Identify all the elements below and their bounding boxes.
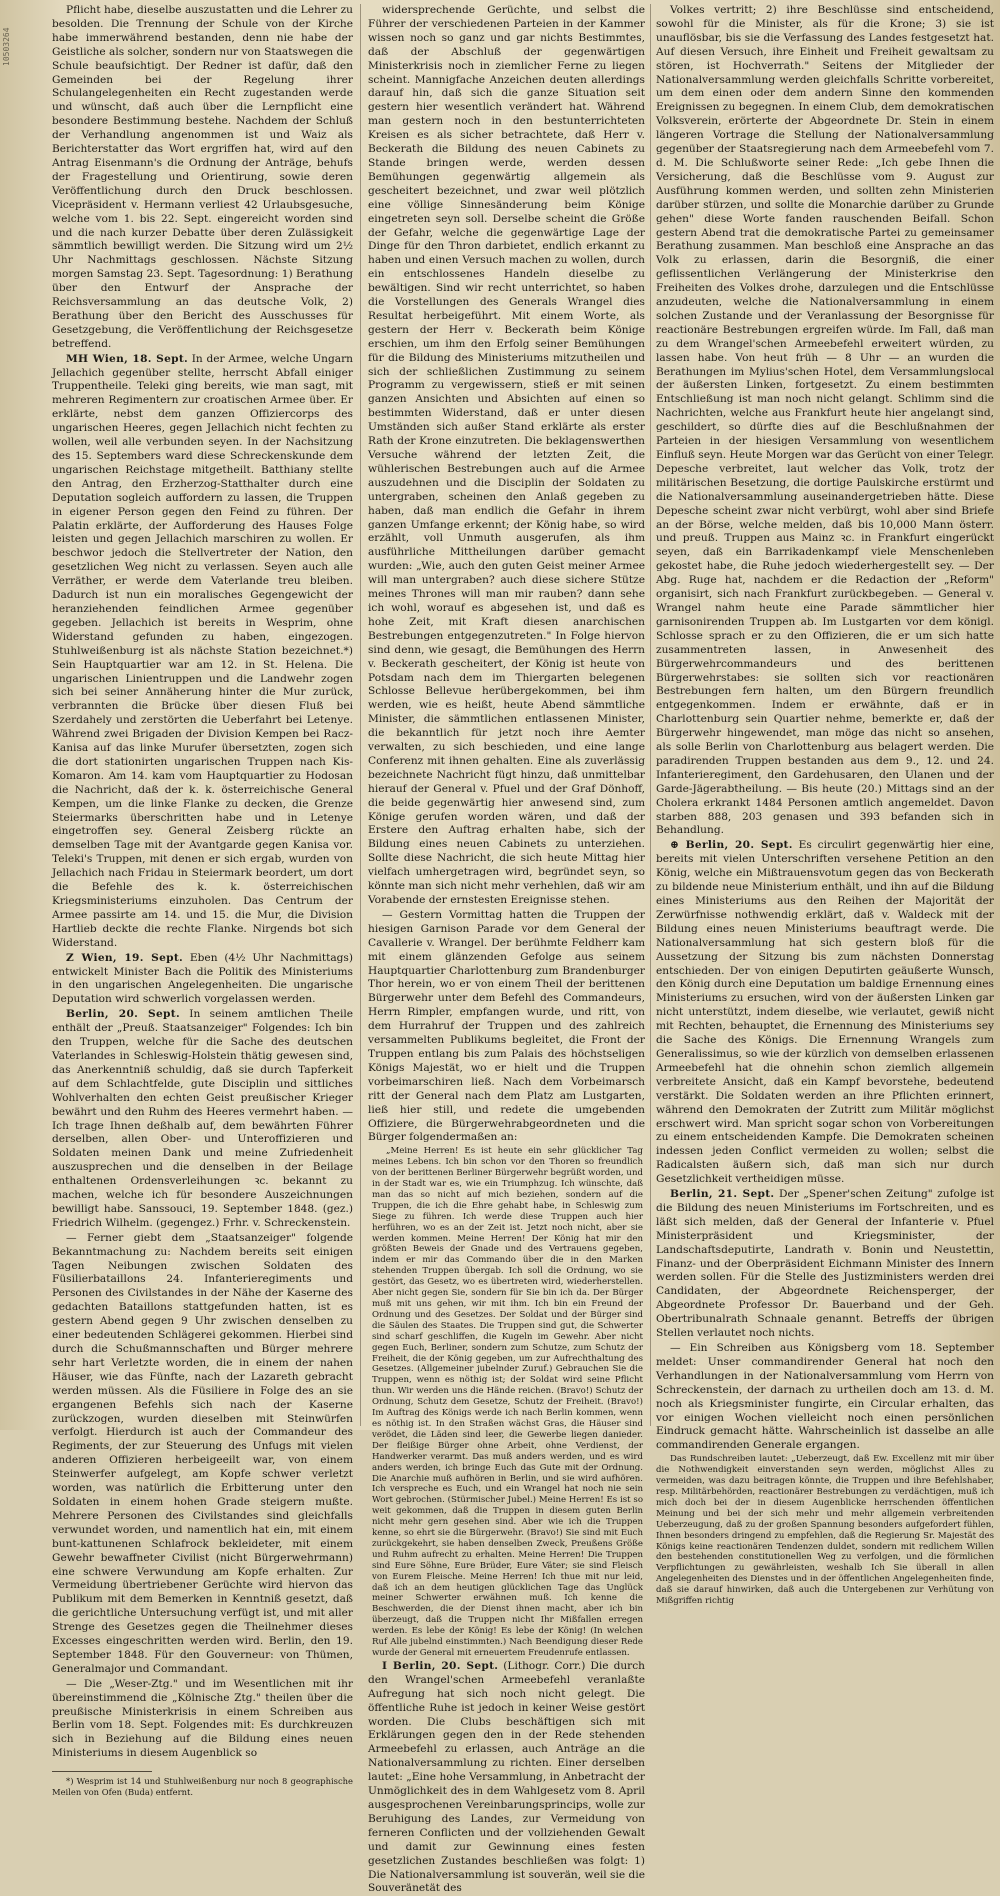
article-paragraph xyxy=(656,839,994,1187)
dateline: ⊕ Berlin, 20. Sept. xyxy=(670,839,793,852)
dateline: MH Wien, 18. Sept. xyxy=(66,352,188,365)
dateline: Berlin, 20. Sept. xyxy=(66,1008,180,1021)
dateline: Z Wien, 19. Sept. xyxy=(66,951,184,964)
article-paragraph xyxy=(52,1008,353,1231)
article-paragraph xyxy=(52,952,353,1008)
footnote: *) Wesprim ist 14 und Stuhlweißenburg nur noch 8 geographische Meilen von Ofen (Buda) entfernt. xyxy=(52,1776,353,1798)
footnote-rule xyxy=(52,1771,152,1772)
archive-id: 10503264 xyxy=(2,27,11,66)
article-paragraph xyxy=(656,1188,994,1341)
dateline: I Berlin, 20. Sept. xyxy=(382,1659,499,1672)
circular-text: Das Rundschreiben lautet: „Ueberzeugt, daß Ew. Excellenz mit mir über die Nothwendigkeit einverstanden seyn werden, möglichst Alles zu vermeiden, was dazu beitragen könnte, die Truppen und ihre Befehlshaber, resp. Militärbehörden, reactionärer Bestrebungen zu verdächtigen, muß ich mich doch bei der in diesem Augenblicke herrschenden öffentlichen Meinung und bei der sich mehr und mehr allgemein verbreitenden Ueberzeugung, daß zu der großen Spannung besonders aufgefordert fühlen, Ihnen besonders dringend zu empfehlen, daß die Regierung Sr. Majestät des Königs keine reactionären Tendenzen duldet, sondern mit redlichem Willen den bestehenden constitutionellen Weg zu verfolgen, und die förmlichen Verpflichtungen zu gewährleisten, weshalb Ich Sie überall in allen Angelegenheiten des Dienstes und in der öffentlichen Angelegenheiten finde, daß sie darauf hinwirken, daß auch die Untergebenen zur Verhütung von Mißgriffen richtig xyxy=(656,1454,994,1607)
article-text: Eben (4½ Uhr Nachmittags) entwickelt Minister Bach die Politik des Ministeriums in den ungarischen Angelegenheiten. Die ungarische Deputation wird schwerlich vorgelassen werden. xyxy=(52,951,353,1006)
article-paragraph: — Ein Schreiben aus Königsberg vom 18. September meldet: Unser commandirender General hat noch den Verhandlungen in der Nationalversammlung vom Herrn von Schreckenstein, der darnach zu urtheilen doch am 13. d. M. noch als Kriegsminister fungirte, ein Circular erhalten, das vor einigen Wochen vielleicht noch einen persönlichen Eindruck gemacht hätte. Wahrscheinlich ist dasselbe an alle commandirenden Generale ergangen. xyxy=(656,1342,994,1452)
dateline: Berlin, 21. Sept. xyxy=(670,1188,775,1201)
article-paragraph: — Ferner giebt dem „Staatsanzeiger" folgende Bekanntmachung zu: Nachdem bereits seit einigen Tagen Neibungen zwischen Soldaten des Füsilierbataillons 24. Infanterieregiments und Personen des Civilstandes in der Nähe der Kaserne des gedachten Bataillons stattgefunden hatten, ist es gestern Abend gegen 9 Uhr zwischen denselben zu einer bedeutenden Schlägerei gekommen. Hierbei sind durch die Schußmannschaften und Bürger mehrere sehr hart Verletzte worden, die in einem der nahen Häuser, wie das Fünfte, nach der Lazareth gebracht werden müssen. Als die Füsiliere in Folge des an sie ergangenen Befehls sich nach der Kaserne zurückzogen, wurden dieselben mit Steinwürfen verfolgt. Hierdurch ist auch der Commandeur des Regiments, der zur Steuerung des Unfugs mit vielen anderen Offizieren herbeigeeilt war, von einem Steinwerfer aufgelegt, am Kopfe schwer verletzt worden, was natürlich die Erbitterung unter den Soldaten in einem hohen Grade steigern mußte. Mehrere Personen des Civilstandes sind gleichfalls verwundet worden, und namentlich hat ein, mit einem bunt-kattunenen Schlafrock bekleideter, mit einem Gewehr bewaffneter Civilist (nicht Bürgerwehrmann) eine schwere Verwundung am Kopfe erhalten. Zur Vermeidung übertriebener Gerüchte wird hiervon das Publikum mit dem Bemerken in Kenntniß gesetzt, daß die gerichtliche Untersuchung verfügt ist, und mit aller Strenge des Gesetzes gegen die Theilnehmer dieses Excesses eingeschritten werden wird. Berlin, den 19. September 1848. Für den Gouverneur: von Thümen, Generalmajor und Commandant. xyxy=(52,1231,353,1675)
column-divider-1 xyxy=(360,4,361,1426)
column-2 xyxy=(368,4,645,1895)
speech-quote: „Meine Herren! Es ist heute ein sehr glücklicher Tag meines Lebens. Ich bin schon vor den Thoren so freundlich von der berittenen Berliner Bürgerwehr begrüßt worden, und in der Stadt war es, wie ein Triumphzug. Ich wünschte, daß man das so nicht auf mich beziehen, sondern auf die Truppen, die ich die Ehre gehabt habe, in Schleswig zum Siege zu führen. Ich werde diese Truppen auch hier herführen, wo es an der Zeit ist. Jetzt noch nicht, aber sie werden kommen. Meine Herren! Der König hat mir den größten Beweis der Gnade und des Vertrauens gegeben, indem er mir das Commando über die in den Marken stehenden Truppen übergab. Ich soll die Ordnung, wo sie gestört, das Gesetz, wo es übertreten wird, wiederherstellen. Aber nicht gegen Sie, sondern für Sie bin ich da. Der Bürger muß mit uns gehen, wir mit ihm. Ich bin ein Freund der Ordnung und des Gesetzes. Der Soldat und der Bürger sind die Säulen des Staates. Die Truppen sind gut, die Schwerter sind scharf geschliffen, die Kugeln im Gewehr. Aber nicht gegen Euch, Berliner, sondern zum Schutze, zum Schutz der Freiheit, die der König gegeben, um zur Aufrechthaltung des Gesetzes. (Allgemeiner jubelnder Zuruf.) Gebrauchen Sie die Truppen, wenn es nöthig ist; der Soldat wird seine Pflicht thun. Wir werden uns die Hände reichen. (Bravo!) Schutz der Ordnung, Schutz dem Gesetze, Schutz der Freiheit. (Bravo!) Im Auftrag des Königs werde ich nach Berlin kommen, wenn es nöthig ist. In den Straßen wächst Gras, die Häuser sind verödet, die Läden sind leer, die Gewerbe liegen danieder. Der fleißige Bürger ohne Arbeit, ohne Verdienst, der Handwerker verarmt. Das muß anders werden, und es wird anders werden, ich bringe Euch das Gute mit der Ordnung. Die Anarchie muß aufhören in Berlin, und sie wird aufhören. Ich verspreche es Euch, und ein Wrangel hat noch nie sein Wort gebrochen. (Stürmischer Jubel.) Meine Herren! Es ist so weit gekommen, daß die Truppen in diesem guten Berlin nicht mehr gern gesehen sind. Aber wie ich die Truppen kenne, so ehrt sie die Bürgerwehr. (Bravo!) Sie sind mit Euch zurückgekehrt, sie haben denselben Zweck, Preußens Größe und Ruhm aufrecht zu erhalten. Meine Herren! Die Truppen sind Eure Söhne, Eure Brüder, Eure Väter; sie sind Fleisch von Eurem Fleische. Meine Herren! Ich thue mit nur leid, daß ich an dem heutigen glücklichen Tage das Unglück meiner Schwerter erwähnen muß. Ich kenne die Beschwerden, die der Dienst ihnen macht, aber ich bin überzeugt, daß die Truppen nicht Ihr Mißfallen erregen werden. Es lebe der König! Es lebe der König! (In welchen Ruf Alle jubelnd einstimmten.) Nach Beendigung dieser Rede wurde der General mit erneuertem Freudenrufe entlassen. xyxy=(372,1146,643,1658)
article-text: In der Armee, welche Ungarn Jellachich gegenüber stellte, herrscht Abfall einiger Truppentheile. Teleki ging bereits, wie man sagt, mit mehreren Regimentern zur croatischen Armee über. Er erklärte, nebst dem ganzen Offiziercorps des ungarischen Heeres, gegen Jellachich nicht fechten zu wollen, weil alle verbunden seyen. In der Nachsitzung des 15. Septembers ward diese Schreckenskunde dem ungarischen Reichstage mitgetheilt. Batthiany stellte den Antrag, den Erzherzog-Statthalter durch eine Deputation sogleich auffordern zu lassen, die Truppen in eigener Person gegen den Feind zu führen. Der Palatin erklärte, der Aufforderung des Hauses Folge leisten und gegen Jellachich marschiren zu wollen. Er beschwor jedoch die Stellvertreter der Nation, den gesetzlichen Weg nicht zu verlassen. Seyen auch alle Verräther, er werde dem Vaterlande treu bleiben. Dadurch ist nun ein moralisches Gegengewicht der heranziehenden feindlichen Armee gegenüber gegeben. Jellachich ist bereits in Wesprim, ohne Widerstand gefunden zu haben, eingezogen. Stuhlweißenburg ist als nächste Station bezeichnet.*) Sein Hauptquartier war am 12. in St. Helena. Die ungarischen Linientruppen und die Landwehr zogen sich bei seiner Annäherung hinter die Mur zurück, verbrannten die Brücke über diesen Fluß bei Szerdahely und zerstörten die Ueberfahrt bei Letenye. Während zwei Brigaden der Division Kempen bei Racz-Kanisa auf das linke Murufer übersetzten, zogen sich die dort stationirten ungarischen Truppen nach Kis-Komaron. Am 14. kam vom Hauptquartier zu Hodosan die Nachricht, daß der k. k. österreichische General Kempen, um die linke Flanke zu decken, die Grenze Steiermarks überschritten habe und in Letenye eingetroffen sey. General Zeisberg rückte an demselben Tage mit der Avantgarde gegen Kanisa vor. Teleki's Truppen, mit denen er sich ergab, wurden von Jellachich nach Fridau in Steiermark beordert, um dort die Befehle des k. k. österreichischen Kriegsministeriums einzuholen. Das Centrum der Armee passirte am 14. und 15. die Mur, die Division Hartlieb deckte die rechte Flanke. Nirgends bot sich Widerstand. xyxy=(52,352,353,949)
article-paragraph: Pflicht habe, dieselbe auszustatten und die Lehrer zu besolden. Die Trennung der Schule von der Kirche habe immerwährend bestanden, denn nie habe der Geistliche als solcher, sondern nur von Staatswegen die Schule beaufsichtigt. Der Redner ist dafür, daß den Gemeinden bei der Regelung ihrer Schulangelegenheiten ein Recht zugestanden werde und wünscht, daß auch über die Lernpflicht eine besondere Bestimmung bestehe. Nachdem der Schluß der Verhandlung angenommen ist und Waiz als Berichterstatter das Wort ergriffen hat, wird auf den Antrag Eisenmann's die Ordnung der Anträge, behufs der Fragestellung und Orientirung, sowie deren Veröffentlichung durch den Druck beschlossen. Vicepräsident v. Hermann verliest 42 Urlaubsgesuche, welche vom 1. bis 22. Sept. eingereicht worden sind und die nach kurzer Debatte über deren Zulässigkeit sämmtlich bewilligt werden. Die Sitzung wird um 2½ Uhr Nachmittags geschlossen. Nächste Sitzung morgen Samstag 23. Sept. Tagesordnung: 1) Berathung über den Entwurf der Ansprache der Reichsversammlung an das deutsche Volk, 2) Berathung über den Bericht des Ausschusses für Gesetzgebung, die Veröffentlichung der Reichsgesetze betreffend. xyxy=(52,4,353,350)
article-paragraph xyxy=(368,1660,645,1896)
article-paragraph: — Die „Weser-Ztg." und im Wesentlichen mit ihr übereinstimmend die „Kölnische Ztg." theilen über die preußische Ministerkrisis in einem Schreiben aus Berlin vom 18. Sept. Folgendes mit: Es durchkreuzen sich in Beziehung auf die Bildung eines neuen Ministeriums in diesem Augenblick so xyxy=(52,1677,353,1760)
article-text: Es circulirt gegenwärtig hier eine, bereits mit vielen Unterschriften versehene Petition an den König, welche ein Mißtrauensvotum gegen das von Beckerath zu bildende neue Ministerium enthält, und ihn auf die Bildung eines Ministeriums aus den Reihen der Majorität der Zerwürfnisse nothwendig erklärt, daß v. Waldeck mit der Bildung eines neuen Ministeriums beauftragt werde. Die Nationalversammlung hat sich gestern bloß für die Aussetzung der Sitzung bis zum nächsten Donnerstag entschieden. Der von einigen Deputirten geäußerte Wunsch, den König durch eine Deputation um baldige Ernennung eines Ministeriums zu ersuchen, wird von der äußersten Linken gar nicht unterstützt, indem dieselbe, wie verlautet, gewiß nicht mit Rechten, behauptet, die Ernennung des Ministeriums sey die Sache des Königs. Die Ernennung Wrangels zum Generalissimus, so wie der kürzlich von demselben erlassenen Armeebefehl hat die ohnehin schon ziemlich allgemein verbreitete Ansicht, daß ein Kampf bevorstehe, bedeutend verstärkt. Die Soldaten werden an ihre Pflichten erinnert, während den Demokraten der Zutritt zum Militär möglichst erschwert wird. Man spricht sogar schon von Vorbereitungen zu einem entscheidenden Kampfe. Die Demokraten scheinen indessen jeden Conflict vermeiden zu wollen; selbst die Radicalsten äußern sich, daß man sich nur durch Gesetzlichkeit vertheidigen müsse. xyxy=(656,839,995,1186)
article-text: Der „Spener'schen Zeitung" zufolge ist die Bildung des neuen Ministeriums im Fortschreiten, und es läßt sich melden, daß der General der Infanterie v. Pfuel Ministerpräsident und Kriegsminister, der Landschaftsdeputirte, Landrath v. Bonin und Neustettin, Finanz- und der Oberpräsident Eichmann Minister des Innern werden sollen. Für die Stelle des Justizministers werden drei Candidaten, der Abgeordnete Reichensperger, der Abgeordnete Professor Dr. Bauerband und der Geh. Obertribunalrath Schnaale genannt. Betreffs der übrigen Stellen verlautet noch nichts. xyxy=(656,1188,994,1340)
column-divider-2 xyxy=(650,4,651,1426)
article-paragraph: widersprechende Gerüchte, und selbst die Führer der verschiedenen Parteien in der Kammer wissen noch so ganz und gar nichts Bestimmtes, daß der Abschluß der gegenwärtigen Ministerkrisis noch in ziemlicher Ferne zu liegen scheint. Mannigfache Anzeichen deuten allerdings darauf hin, daß sich die ganze Situation seit gestern hier wesentlich verändert hat. Während man gestern noch in den bestunterrichteten Kreisen es als sicher betrachtete, daß Herr v. Beckerath die Bildung des neuen Cabinets zu Stande bringen werde, werden dessen Bemühungen gegenwärtig allgemein als gescheitert bezeichnet, und zwar weil plötzlich eine völlige Sinnesänderung beim Könige eingetreten seyn soll. Derselbe scheint die Größe der Gefahr, welche die gegenwärtige Lage der Dinge für den Thron darbietet, endlich erkannt zu haben und einen Versuch machen zu wollen, durch ein entschlossenes Handeln dieselbe zu bewältigen. Sind wir recht unterrichtet, so haben die Vorstellungen des Generals Wrangel dies Resultat herbeigeführt. Mit einem Worte, als gestern der Herr v. Beckerath beim Könige erschien, um ihm den Erfolg seiner Bemühungen für die Bildung des Ministeriums mitzutheilen und sich der schließlichen Zustimmung zu seinem Programm zu vergewissern, stieß er mit seinen ganzen Ansichten und Absichten auf einen so bestimmten Widerstand, daß er unter diesen Umständen sich außer Stand erklärte als erster Rath der Krone einzutreten. Die beklagenswerthen Versuche während der letzten Zeit, die wühlerischen Bestrebungen auch auf die Armee auszudehnen und die Disciplin der Soldaten zu untergraben, scheinen den Anlaß gegeben zu haben, daß man endlich die Gefahr in ihrem ganzen Umfange erkennt; der König habe, so wird erzählt, voll Unmuth ausgerufen, als ihm ausführliche Mittheilungen darüber gemacht wurden: „Wie, auch den guten Geist meiner Armee will man untergraben? auch diese sichere Stütze meines Thrones will man mir rauben? dann sehe ich wohl, worauf es abgesehen ist, und daß es hohe Zeit, mit Kraft diesen anarchischen Bestrebungen entgegenzutreten." In Folge hiervon sind denn, wie gesagt, die Bemühungen des Herrn v. Beckerath gescheitert, der König ist heute von Potsdam nach dem im Thiergarten belegenen Schlosse Bellevue herübergekommen, bei ihm werden, wie es heißt, heute Abend sämmtliche Minister, die sämmtlichen entlassenen Minister, die bekanntlich für jetzt noch ihre Aemter verwalten, zu sich beschieden, und eine lange Conferenz mit ihnen gehalten. Eine als zuverlässig bezeichnete Nachricht fügt hinzu, daß unmittelbar hierauf der General v. Pfuel und der Graf Dönhoff, die beide gegenwärtig hier anwesend sind, zum Könige gerufen worden wären, und daß der Erstere den Auftrag erhalten habe, sich der Bildung eines neuen Cabinets zu unterziehen. Sollte diese Nachricht, die sich heute Mittag hier vielfach umhergetragen wird, begründet seyn, so könnte man sich nicht mehr verhehlen, daß wir am Vorabende der ernstesten Ereignisse stehen. xyxy=(368,4,645,906)
article-paragraph: Volkes vertritt; 2) ihre Beschlüsse sind entscheidend, sowohl für die Minister, als für die Krone; 3) sie ist unauflösbar, bis sie die Verfassung des Landes festgesetzt hat. Auf diesen Versuch, ihre Einheit und Freiheit gewaltsam zu stören, ist Hochverrath." Seitens der Mitglieder der Nationalversammlung werden gleichfalls Schritte vorbereitet, um dem einen oder dem andern Sinne den kommenden Ereignissen zu begegnen. In einem Club, dem demokratischen Volksverein, erörterte der Abgeordnete Dr. Stein in einem längeren Vortrage die Stellung der Nationalversammlung gegenüber der Staatsregierung nach dem Armeebefehl vom 7. d. M. Die Schlußworte seiner Rede: „Ich gebe Ihnen die Versicherung, daß die Beschlüsse vom 9. August zur Ausführung kommen werden, und sollten zehn Ministerien darüber stürzen, und sollte die Monarchie darüber zu Grunde gehen" diese Worte fanden rauschenden Beifall. Schon gestern Abend trat die demokratische Partei zu gemeinsamer Berathung zusammen. Man beschloß eine Ansprache an das Volk zu erlassen, darin die Besorgniß, die einer geflissentlichen Verlängerung der Ministerkrise den Freiheiten des Volkes drohe, darzulegen und die Entschlüsse anzudeuten, welche die Nationalversammlung in einem solchen Zustande und der Veranlassung der Besorgnisse für reactionäre Bestrebungen ergreifen würde. Im Fall, daß man zu dem Wrangel'schen Armeebefehl erweitert würden, zu lassen habe. Von heut früh — 8 Uhr — an wurden die Berathungen im Mylius'schen Hotel, dem Versammlungslocal der äußersten Linken, fortgesetzt. Zu einem bestimmten Entschließung ist man noch nicht gelangt. Schlimm sind die Nachrichten, welche aus Frankfurt heute hier angelangt sind, geschildert, so dürfte dies auf die Beschlußnahmen der Parteien in der hiesigen Versammlung von wesentlichem Einfluß seyn. Heute Morgen war das Gerücht von einer Telegr. Depesche verbreitet, laut welcher das Volk, trotz der militärischen Besetzung, die dortige Paulskirche erstürmt und die Nationalversammlung auseinandergetrieben hätte. Diese Depesche scheint zwar nicht verbürgt, wohl aber sind Briefe an der Börse, welche melden, daß bis 10,000 Mann österr. und preuß. Truppen aus Mainz ꝛc. in Frankfurt eingerückt seyen, daß ein Barrikadenkampf viele Menschenleben gekostet habe, die Ruhe jedoch wiederhergestellt sey. — Der Abg. Ruge hat, nachdem er die Redaction der „Reform" organisirt, sich nach Frankfurt zurückbegeben. — General v. Wrangel nahm heute eine Parade sämmtlicher hier garnisonirenden Truppen ab. Im Lustgarten vor dem königl. Schlosse sprach er zu den Offizieren, die er um sich hatte zusammentreten lassen, in Anwesenheit des Bürgerwehrcommandeurs und des berittenen Bürgerwehrstabes: sie sollten sich vor reactionären Bestrebungen fern halten, um den Bürgern freundlich entgegenkommen. Indem er erwähnte, daß er in Charlottenburg sein Quartier nehme, bemerkte er, daß der Bürgerwehr hingewendet, man möge das nicht so ansehen, als solle Berlin von Charlottenburg aus belagert werden. Die paradirenden Truppen bestanden aus dem 9., 12. und 24. Infanterieregiment, den Gardehusaren, den Ulanen und der Garde-Jägerabtheilung. — Bis heute (20.) Mittags sind an der Cholera erkrankt 1484 Personen amtlich angemeldet. Davon starben 888, 203 genasen und 393 befanden sich in Behandlung. xyxy=(656,4,994,837)
article-paragraph xyxy=(52,353,353,951)
column-3 xyxy=(656,4,995,1607)
article-paragraph: — Gestern Vormittag hatten die Truppen der hiesigen Garnison Parade vor dem General der Cavallerie v. Wrangel. Der berühmte Feldherr kam mit einem glänzenden Gefolge aus seinem Hauptquartier Charlottenburg zum Brandenburger Thor herein, wo er von einem Theil der berittenen Bürgerwehr unter dem Befehl des Commandeurs, Herrn Rimpler, empfangen wurde, und ritt, von dem Hurrahruf der Truppen und des zahlreich versammelten Publikums begleitet, die Front der Truppen entlang bis zum Palais des höchstseligen Königs Majestät, wo er hielt und die Truppen vorbeimarschiren ließ. Nach dem Vorbeimarsch ritt der General nach dem Platz am Lustgarten, ließ hier still, und redete die umgebenden Offiziere, die Bürgerwehrabgeordneten und die Bürger folgendermaßen an: xyxy=(368,908,645,1144)
article-text: In seinem amtlichen Theile enthält der „Preuß. Staatsanzeiger" Folgendes: Ich bin den Truppen, welche für die Sache des deutschen Vaterlandes in Schleswig-Holstein thätig gewesen sind, das Anerkenntniß schuldig, daß sie durch Tapferkeit auf dem Schlachtfelde, gute Disciplin und sittliches Wohlverhalten den echten Geist preußischer Krieger bewährt und den Ruhm des Heeres vermehrt haben. — Ich trage Ihnen deßhalb auf, dem bewährten Führer derselben, allen Ober- und Unteroffizieren und Soldaten meinen Dank und meine Zufriedenheit auszusprechen und die denselben in der Beilage enthaltenen Ordensverleihungen ꝛc. bekannt zu machen, welche ich für besondere Auszeichnungen bewilligt habe. Sanssouci, 19. September 1848. (gez.) Friedrich Wilhelm. (gegengez.) Frhr. v. Schreckenstein. xyxy=(52,1008,353,1229)
column-1 xyxy=(52,4,353,1798)
article-text: (Lithogr. Corr.) Die durch den Wrangel'schen Armeebefehl veranlaßte Aufregung hat sich noch nicht gelegt. Die öffentliche Ruhe ist jedoch in keiner Weise gestört worden. Die Clubs beschäftigen sich mit Erklärungen gegen den in der Rede stehenden Armeebefehl zu erlassen, auch Anträge an die Nationalversammlung zu richten. Einer derselben lautet: „Eine hohe Versammlung, in Anbetracht der Unmöglichkeit des in dem Wahlgesetz vom 8. April ausgesprochenen Vereinbarungsprincips, wolle zur Beruhigung des Landes, zur Vermeidung von ferneren Conflicten und der vollziehenden Gewalt und damit zur Gewinnung eines festen gesetzlichen Zustandes beschließen was folgt: 1) Die Nationalversammlung ist souverän, weil sie die Souveränetät des xyxy=(368,1659,645,1895)
